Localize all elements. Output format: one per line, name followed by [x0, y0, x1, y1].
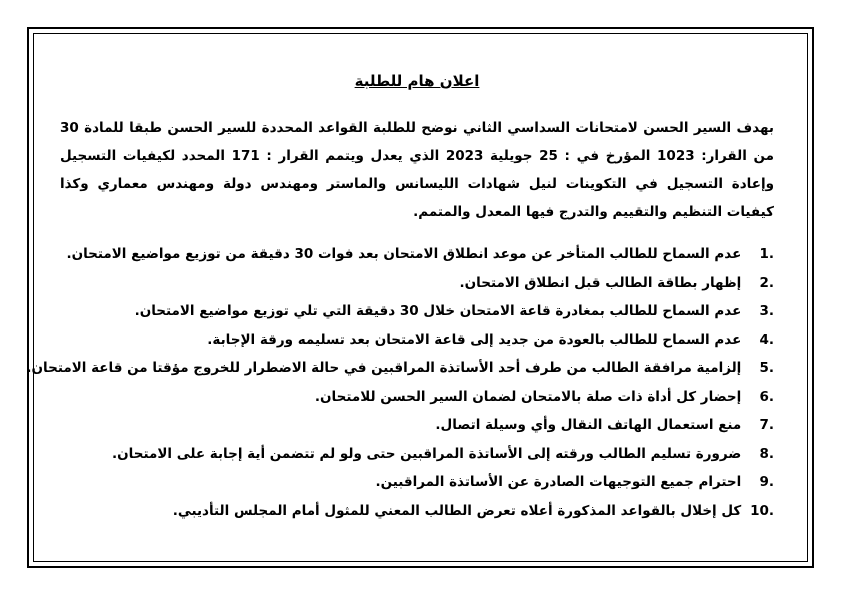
- rule-number: 4.: [759, 331, 774, 348]
- rule-number: 10.: [750, 502, 774, 519]
- rule-text: إحضار كل أداة ذات صلة بالامتحان لضمان السير الحسن للامتحان.: [314, 388, 742, 405]
- rule-item: [26, 354, 774, 383]
- rule-text: إلزامية مرافقة الطالب من طرف أحد الأساتذة المراقبين في حالة الاضطرار للخروج مؤقتا من قاعة الامتحان.: [26, 360, 742, 376]
- rule-number: 2.: [759, 274, 774, 291]
- rule-text: ضرورة تسليم الطالب ورقته إلى الأساتذة المراقبين حتى ولو لم تتضمن أية إجابة على الامتحان.: [112, 445, 742, 462]
- rule-text: كل إخلال بالقواعد المذكورة أعلاه تعرض الطالب المعني للمثول أمام المجلس التأديبي.: [172, 502, 742, 519]
- rule-item: [60, 383, 774, 412]
- notice-title: اعلان هام للطلبة: [354, 72, 480, 90]
- rule-number: 5.: [759, 360, 774, 376]
- rule-item: [60, 497, 774, 526]
- rule-number: 8.: [759, 445, 774, 462]
- rule-text: منع استعمال الهاتف النقال وأي وسيلة اتصال.: [435, 417, 742, 433]
- rule-text: عدم السماح للطالب بالعودة من جديد إلى قاعة الامتحان بعد تسليمه ورقة الإجابة.: [207, 331, 742, 348]
- rule-text: إظهار بطاقة الطالب قبل انطلاق الامتحان.: [459, 274, 742, 291]
- rule-text: عدم السماح للطالب بمغادرة قاعة الامتحان خلال 30 دقيقة التي تلي توزيع مواضيع الامتحان.: [134, 303, 742, 319]
- rule-item: [60, 269, 774, 298]
- rule-number: 9.: [759, 474, 774, 490]
- notice-intro: بهدف السير الحسن لامتحانات السداسي الثاني نوضح للطلبة القواعد المحددة للسير الحسن طبقا للمادة 30 من القرار: 1023 المؤرخ في : 25 جويلية 2023 الذي يعدل ويتمم القرار : 171 المحدد لكيفيات التسجيل وإعادة التسجيل في التكوينات لنيل شهادات الليسانس والماستر ومهندس دولة ومهندس معماري وكذا كيفيات التنظيم والتقييم والتدرج فيها المعدل والمتمم.: [60, 120, 774, 220]
- rule-item: [60, 440, 774, 469]
- rule-item: [60, 468, 774, 497]
- rule-text: احترام جميع التوجيهات الصادرة عن الأساتذة المراقبين.: [375, 474, 742, 490]
- rule-text: عدم السماح للطالب المتأخر عن موعد انطلاق الامتحان بعد فوات 30 دقيقة من توزيع مواضيع الامتحان.: [66, 246, 742, 262]
- rule-item: [60, 240, 774, 269]
- rule-item: [60, 297, 774, 326]
- rule-number: 7.: [759, 417, 774, 433]
- rule-number: 3.: [759, 303, 774, 319]
- rule-item: [60, 411, 774, 440]
- notice-content: [26, 70, 774, 525]
- rule-number: 1.: [759, 246, 774, 262]
- rules-list: [26, 240, 774, 525]
- rule-item: [60, 326, 774, 355]
- rule-number: 6.: [759, 388, 774, 405]
